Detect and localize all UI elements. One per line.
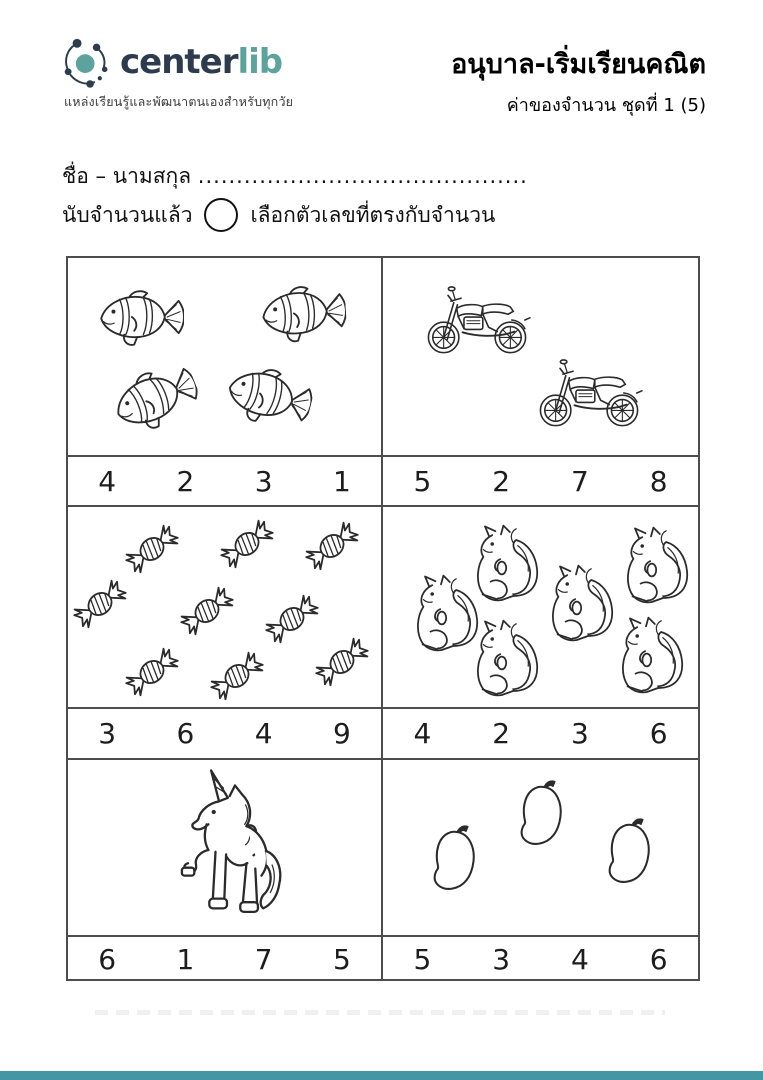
squirrel-icon (548, 562, 620, 646)
motorcycle-icon (419, 283, 535, 357)
brand-word-center: center (120, 42, 238, 82)
answer-choice[interactable]: 6 (176, 717, 195, 750)
picture-cell-clownfish (68, 258, 383, 455)
motorcycle-icon (531, 356, 647, 430)
candy-icon (115, 637, 188, 707)
instruction-suffix: เลือกตัวเลขที่ตรงกับจำนวน (250, 202, 496, 227)
picture-cell-squirrel (383, 505, 698, 707)
answer-strip-squirrel (383, 707, 698, 758)
clownfish-icon (92, 286, 184, 348)
answer-strip-clownfish (68, 455, 383, 505)
answer-choice[interactable]: 2 (492, 717, 511, 750)
answer-choice[interactable]: 6 (98, 942, 117, 976)
answer-choice[interactable]: 2 (492, 464, 511, 498)
answer-choice[interactable]: 5 (413, 942, 432, 976)
answer-choice[interactable]: 6 (649, 942, 668, 976)
squirrel-icon (473, 522, 545, 606)
answer-choice[interactable]: 5 (413, 464, 432, 498)
network-dots-logo-icon (60, 34, 112, 90)
answer-choice[interactable]: 3 (492, 942, 511, 976)
candy-icon (63, 569, 136, 639)
brand-word-lib: lib (237, 42, 283, 82)
answer-choice[interactable]: 1 (332, 464, 351, 498)
picture-cell-candy (68, 505, 383, 707)
candy-icon (115, 514, 188, 584)
answer-choice[interactable]: 7 (570, 464, 589, 498)
worksheet-grid (66, 256, 700, 981)
page-subtitle: ค่าของจำนวน ชุดที่ 1 (5) (506, 95, 706, 116)
answer-choice[interactable]: 6 (649, 717, 668, 750)
answer-choice[interactable]: 9 (332, 717, 351, 750)
answer-strip-motorcycle (383, 455, 698, 505)
clownfish-icon (252, 279, 348, 347)
picture-cell-motorcycle (383, 258, 698, 455)
squirrel-icon (618, 614, 690, 698)
answer-choice[interactable]: 7 (254, 942, 273, 976)
mango-icon (513, 777, 569, 851)
candy-icon (210, 509, 283, 579)
answer-strip-mango (383, 935, 698, 981)
answer-strip-unicorn (68, 935, 383, 981)
candy-icon (170, 576, 243, 646)
answer-choice[interactable]: 4 (98, 464, 117, 498)
answer-choice[interactable]: 1 (176, 942, 195, 976)
empty-circle-icon (204, 198, 238, 232)
brand-tagline: แหล่งเรียนรู้และพัฒนาตนเองสำหรับทุกวัย (64, 94, 294, 109)
squirrel-icon (473, 617, 545, 701)
title-block (451, 42, 706, 119)
mango-icon (426, 822, 482, 896)
picture-cell-mango (383, 758, 698, 935)
centerlib-logo (60, 34, 282, 90)
page-title: อนุบาล-เริ่มเรียนคณิต (451, 49, 706, 80)
watermark-strip (95, 1010, 665, 1015)
candy-icon (255, 584, 328, 654)
answer-choice[interactable]: 8 (649, 464, 668, 498)
answer-choice[interactable]: 3 (98, 717, 117, 750)
mango-icon (601, 815, 657, 889)
clownfish-icon (214, 354, 318, 436)
squirrel-icon (623, 524, 695, 608)
answer-choice[interactable]: 4 (570, 942, 589, 976)
candy-icon (200, 641, 273, 711)
answer-choice[interactable]: 5 (332, 942, 351, 976)
answer-choice[interactable]: 4 (254, 717, 273, 750)
answer-choice[interactable]: 4 (413, 717, 432, 750)
answer-choice[interactable]: 3 (254, 464, 273, 498)
instruction-line (62, 198, 495, 232)
candy-icon (305, 627, 378, 697)
name-label: ชื่อ – นามสกุล (62, 164, 192, 188)
name-fill-dots: ........................................... (197, 164, 528, 188)
name-line (62, 160, 528, 193)
picture-cell-unicorn (68, 758, 383, 935)
answer-strip-candy (68, 707, 383, 758)
brand-wordmark (120, 34, 282, 90)
footer-accent-bar (0, 1071, 763, 1080)
clownfish-icon (98, 353, 207, 445)
answer-choice[interactable]: 3 (570, 717, 589, 750)
instruction-prefix: นับจำนวนแล้ว (62, 202, 193, 227)
candy-icon (295, 511, 368, 581)
unicorn-icon (160, 766, 294, 934)
answer-choice[interactable]: 2 (176, 464, 195, 498)
